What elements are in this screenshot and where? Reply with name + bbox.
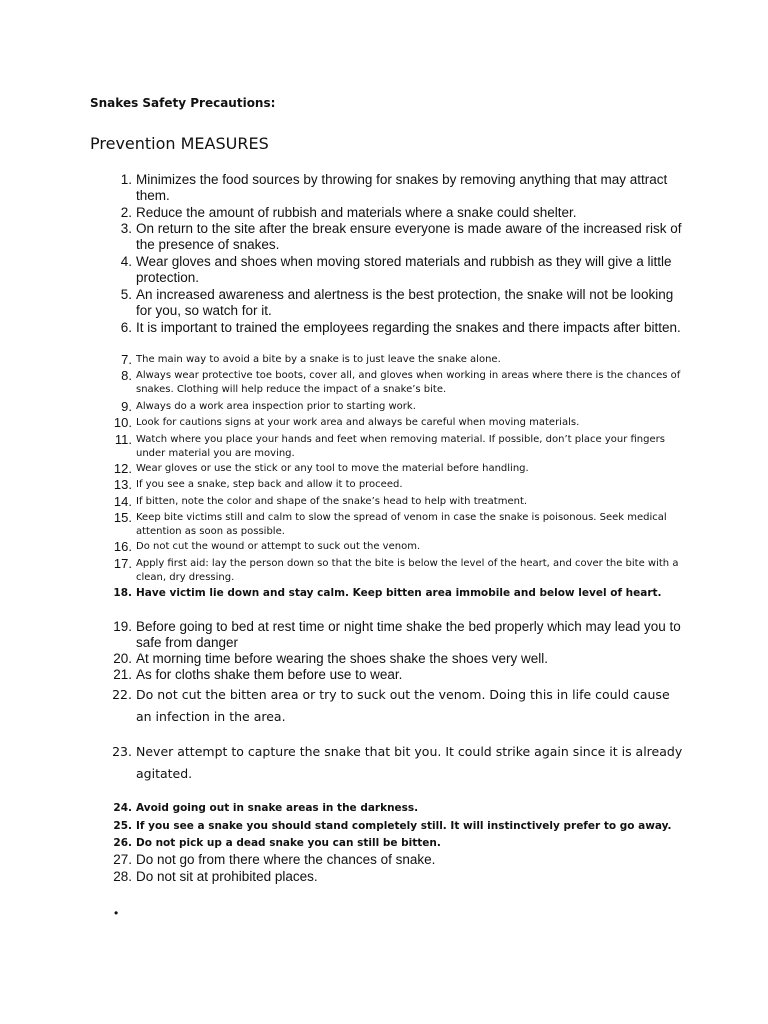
document-page: Snakes Safety Precautions: Prevention MEASURES 1. Minimizes the food sources by throwing for snakes by removing anything that may attract them. 2. Reduce the amount of rubbish and materials where a snake could shelter. 3. On return to the site after the break ensure everyone is made aware of the increased risk of the presence of snakes. 4. Wear gloves and shoes when moving stored materials and rubbish as they will give a little protection. 5. An increased awareness and alertness is the best protection, the snake will not be looking for you, so watch for it. 6. It is important to trained the employees regarding the snakes and there impacts after bitten. 7. The main way to avoid a bite by a snake is to just leave the snake alone. 8. Always wear protective toe boots, cover all, and gloves when working in areas where there is the chances of snakes. Clothing will help reduce the impact of a snake’s bite. 9. Always do a work area inspection prior to starting work. 10. Look for cautions signs at your work area and always be careful when moving materials. 11. Watch where you place your hands and feet when removing material. If possible, don’t place your fingers under material you are moving. 12. Wear gloves or use the stick or any tool to move the material before handling. 13. If you see a snake, step back and allow it to proceed. 14. If bitten, note the color and shape of the snake’s head to help with treatment. 15. Keep bite victims still and calm to slow the spread of venom in case the snake is poisonous. Seek medical attention as soon as possible. 16. Do not cut the wound or attempt to suck out the venom. 17. Apply first aid: lay the person down so that the bite is below the level of the heart, and cover the bite with a clean, dry dressing. 18. Have victim lie down and stay calm. Keep bitten area immobile and below level of heart. 19. Before going to bed at rest time or night time shake the bed properly which may lead you to safe from danger 20. At morning time before wearing the shoes shake the shoes very well. 21. As for cloths shake them before use to wear. 22. Do not cut the bitten area or try to suck out the venom. Doing this in life could cause an infection in the area. 23. Never attempt to capture the snake that bit you. It could strike again since it is already agitated. 24. Avoid going out in snake areas in the darkness. 25. If you see a snake you should stand completely still. It will instinctively prefer to go away. 26. Do not pick up a dead snake you can still be bitten. 27. Do not go from there where the chances of snake. 28. Do not sit at prohibited places. • [90, 96, 683, 920]
empty-bullet: • [114, 906, 119, 920]
document-title: Snakes Safety Precautions: [90, 96, 276, 110]
section-heading: Prevention MEASURES [90, 134, 269, 153]
